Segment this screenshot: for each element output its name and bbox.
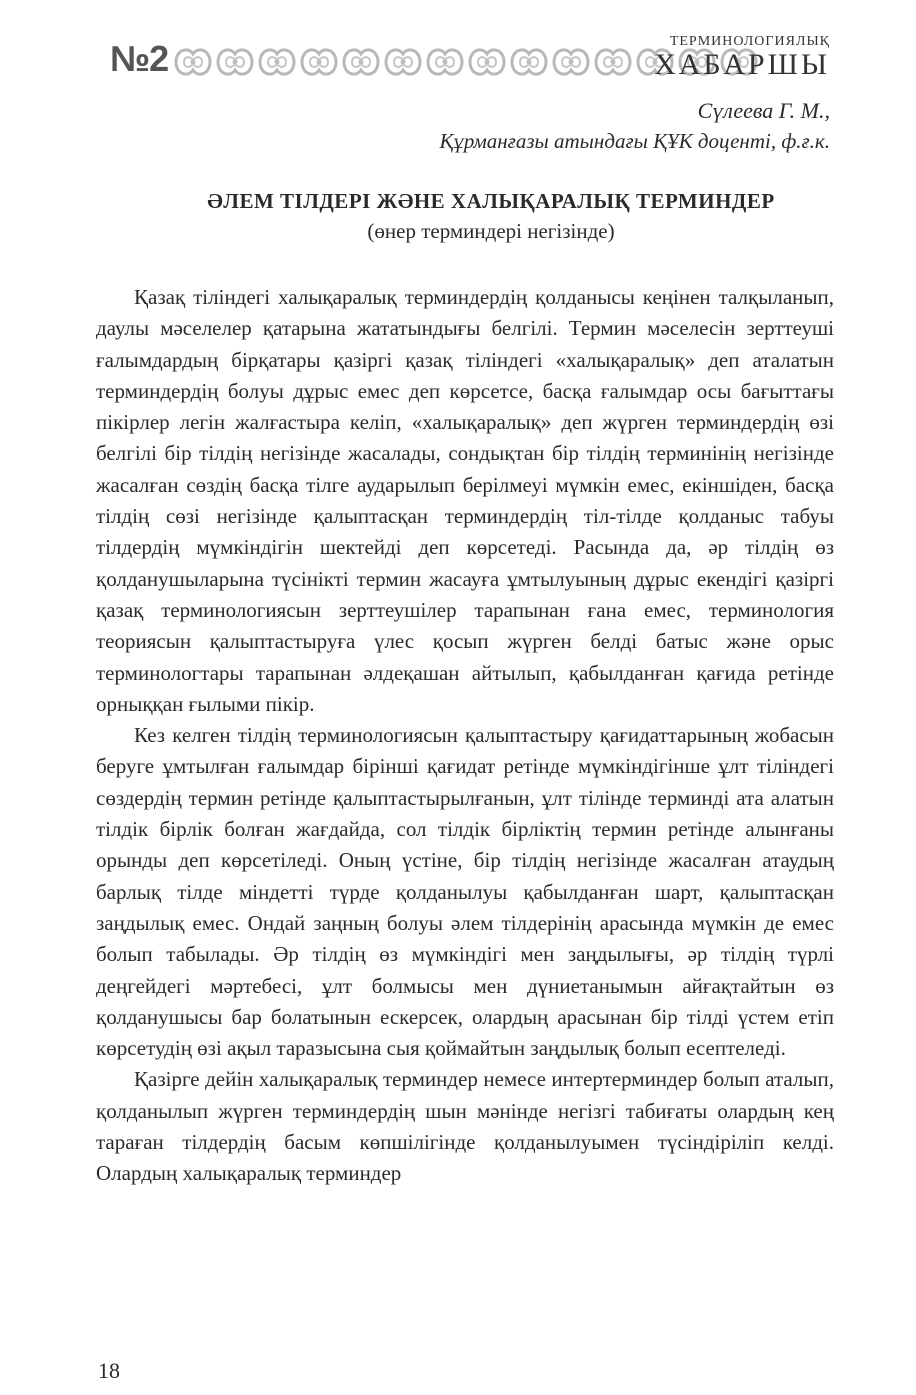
article-title-block bbox=[96, 186, 886, 246]
author-name: Сүлеева Г. М., bbox=[697, 98, 830, 123]
page-number: 18 bbox=[98, 1358, 120, 1383]
journal-title-line2: ХАБАРШЫ bbox=[654, 48, 830, 81]
author-block bbox=[439, 96, 830, 156]
journal-title-line1: ТЕРМИНОЛОГИЯЛЫҚ bbox=[669, 34, 830, 49]
article-body bbox=[96, 282, 834, 1190]
article-subtitle: (өнер терминдері негізінде) bbox=[367, 219, 615, 243]
issue-number: №2 bbox=[110, 38, 169, 79]
paragraph-2: Кез келген тілдің терминологиясын қалыптастыру қағидаттарының жобасын беруге ұмтылған ғалымдар бірінші қағидат ретінде мүмкіндігінше ұлт тіліндегі сөздердің термин ретінде қалыптастырылғанын, ұлт тілінде терминді ата алатын тілдік бірлік болған жағдайда, сол тілдік бірліктің термин ретінде алынғаны орынды деп көрсетіледі. Оның үстіне, бір тілдің негізінде жасалған атаудың барлық тілде міндетті түрде қолданылуы қабылданған шарт, қалыптасқан заңдылық емес. Ондай заңның болуы әлем тілдерінің арасында мүмкін де емес болып табылады. Әр тілдің өз мүмкіндігі мен заңдылығы, әр тілдің түрлі деңгейдегі мәртебесі, ұлт болмысы мен дүниетанымын айғақтайтын өз қолданушысы бар болатынын ескерсек, олардың арасынан бір тілді үстем етіп көрсетудің өзі ақыл таразысына сыя қоймайтын заңдылық болып есептеледі. bbox=[96, 723, 834, 1061]
journal-header bbox=[110, 28, 830, 84]
author-affiliation: Құрманғазы атындағы ҚҰК доценті, ф.ғ.к. bbox=[439, 129, 830, 153]
article-title: ӘЛЕМ ТІЛДЕРІ ЖӘНЕ ХАЛЫҚАРАЛЫҚ ТЕРМИНДЕР bbox=[207, 189, 775, 213]
paragraph-3: Қазірге дейін халықаралық терминдер немесе интертерминдер болып аталып, қолданылып жүрген терминдердің шын мәнінде негізгі табиғаты олардың кең тараған тілдердің басым көпшілігінде қолданылуымен түсіндіріліп келді. Олардың халықаралық терминдер bbox=[96, 1067, 834, 1186]
journal-title bbox=[654, 34, 830, 80]
paragraph-1: Қазақ тіліндегі халықаралық терминдердің қолданысы кеңінен талқыланып, даулы мәселелер қатарына жататындығы белгілі. Термин мәселесін зерттеуші ғалымдардың бірқатары қазіргі қазақ тіліндегі «халықаралық» деп аталатын терминдердің болуы дұрыс емес деп көрсетсе, басқа ғалымдар осы бағыттағы пікірлер легін жалғастыра келіп, «халықаралық» деп жүрген терминдердің өзі белгілі бір тілдің негізінде жасалады, сондықтан бір тілдің терминінің негізінде жасалған сөздің басқа тілге аударылып берілмеуі мүмкін емес, екіншіден, басқа тілдің сөзі негізінде қалыптасқан терминдердің тіл-тілде қолданыс табуы тілдердің мүмкіндігін шектейді деп көрсетеді. Расында да, әр тілдің өз қолданушыларына түсінікті термин жасауға ұмтылуының дұрыс екендігі қазіргі қазақ терминологиясын зерттеушілер тарапынан ғана емес, терминология теориясын қалыптастыруға үлес қосып жүрген белді батыс және орыс терминологтары тарапынан әлдеқашан айтылып, қабылданған қағида ретінде орныққан ғылыми пікір. bbox=[96, 285, 834, 716]
